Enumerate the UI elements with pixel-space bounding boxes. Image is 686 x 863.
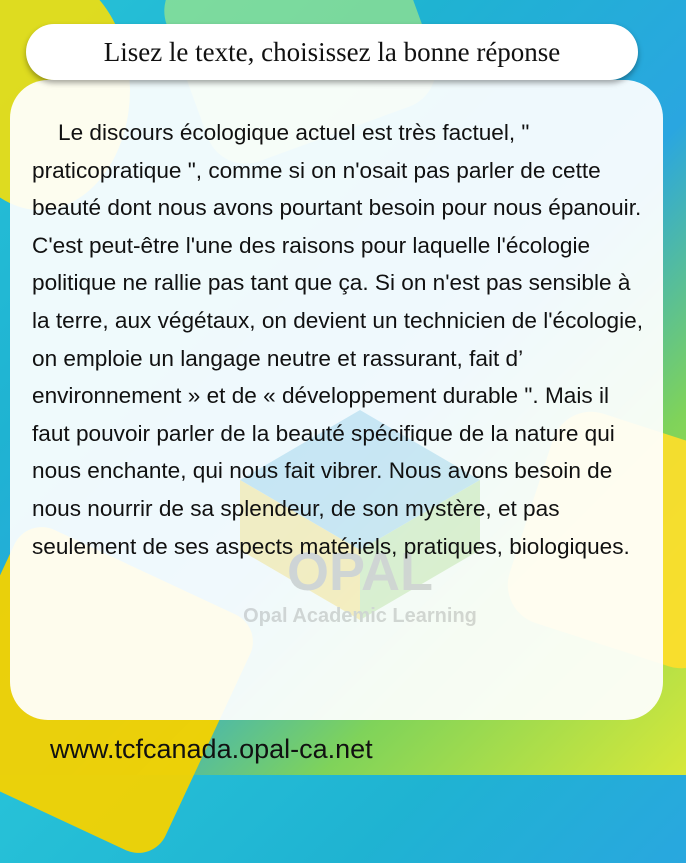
- passage-card: [10, 80, 663, 720]
- watermark-brand: OPAL: [287, 542, 433, 602]
- footer-url: www.tcfcanada.opal-ca.net: [50, 734, 373, 764]
- watermark-tagline: Opal Academic Learning: [243, 605, 477, 627]
- reading-passage: Le discours écologique actuel est très factuel, " praticopratique ", comme si on n'osait pas parler de cette beauté dont nous avons pourtant besoin pour nous épanouir. C'est peut-être l'une des raisons pour laquelle l'écologie politique ne rallie pas tant que ça. Si on n'est pas sensible à la terre, aux végétaux, on devient un technicien de l'écologie, on emploie un langage neutre et rassurant, fait d’ environnement » et de « développement durable ". Mais il faut pouvoir parler de la beauté spécifique de la nature qui nous enchante, qui nous fait vibrer. Nous avons besoin de nous nourrir de sa splendeur, de son mystère, et pas seulement de ses aspects matériels, pratiques, biologiques.: [32, 120, 643, 559]
- page-title: Lisez le texte, choisissez la bonne réponse: [26, 24, 638, 80]
